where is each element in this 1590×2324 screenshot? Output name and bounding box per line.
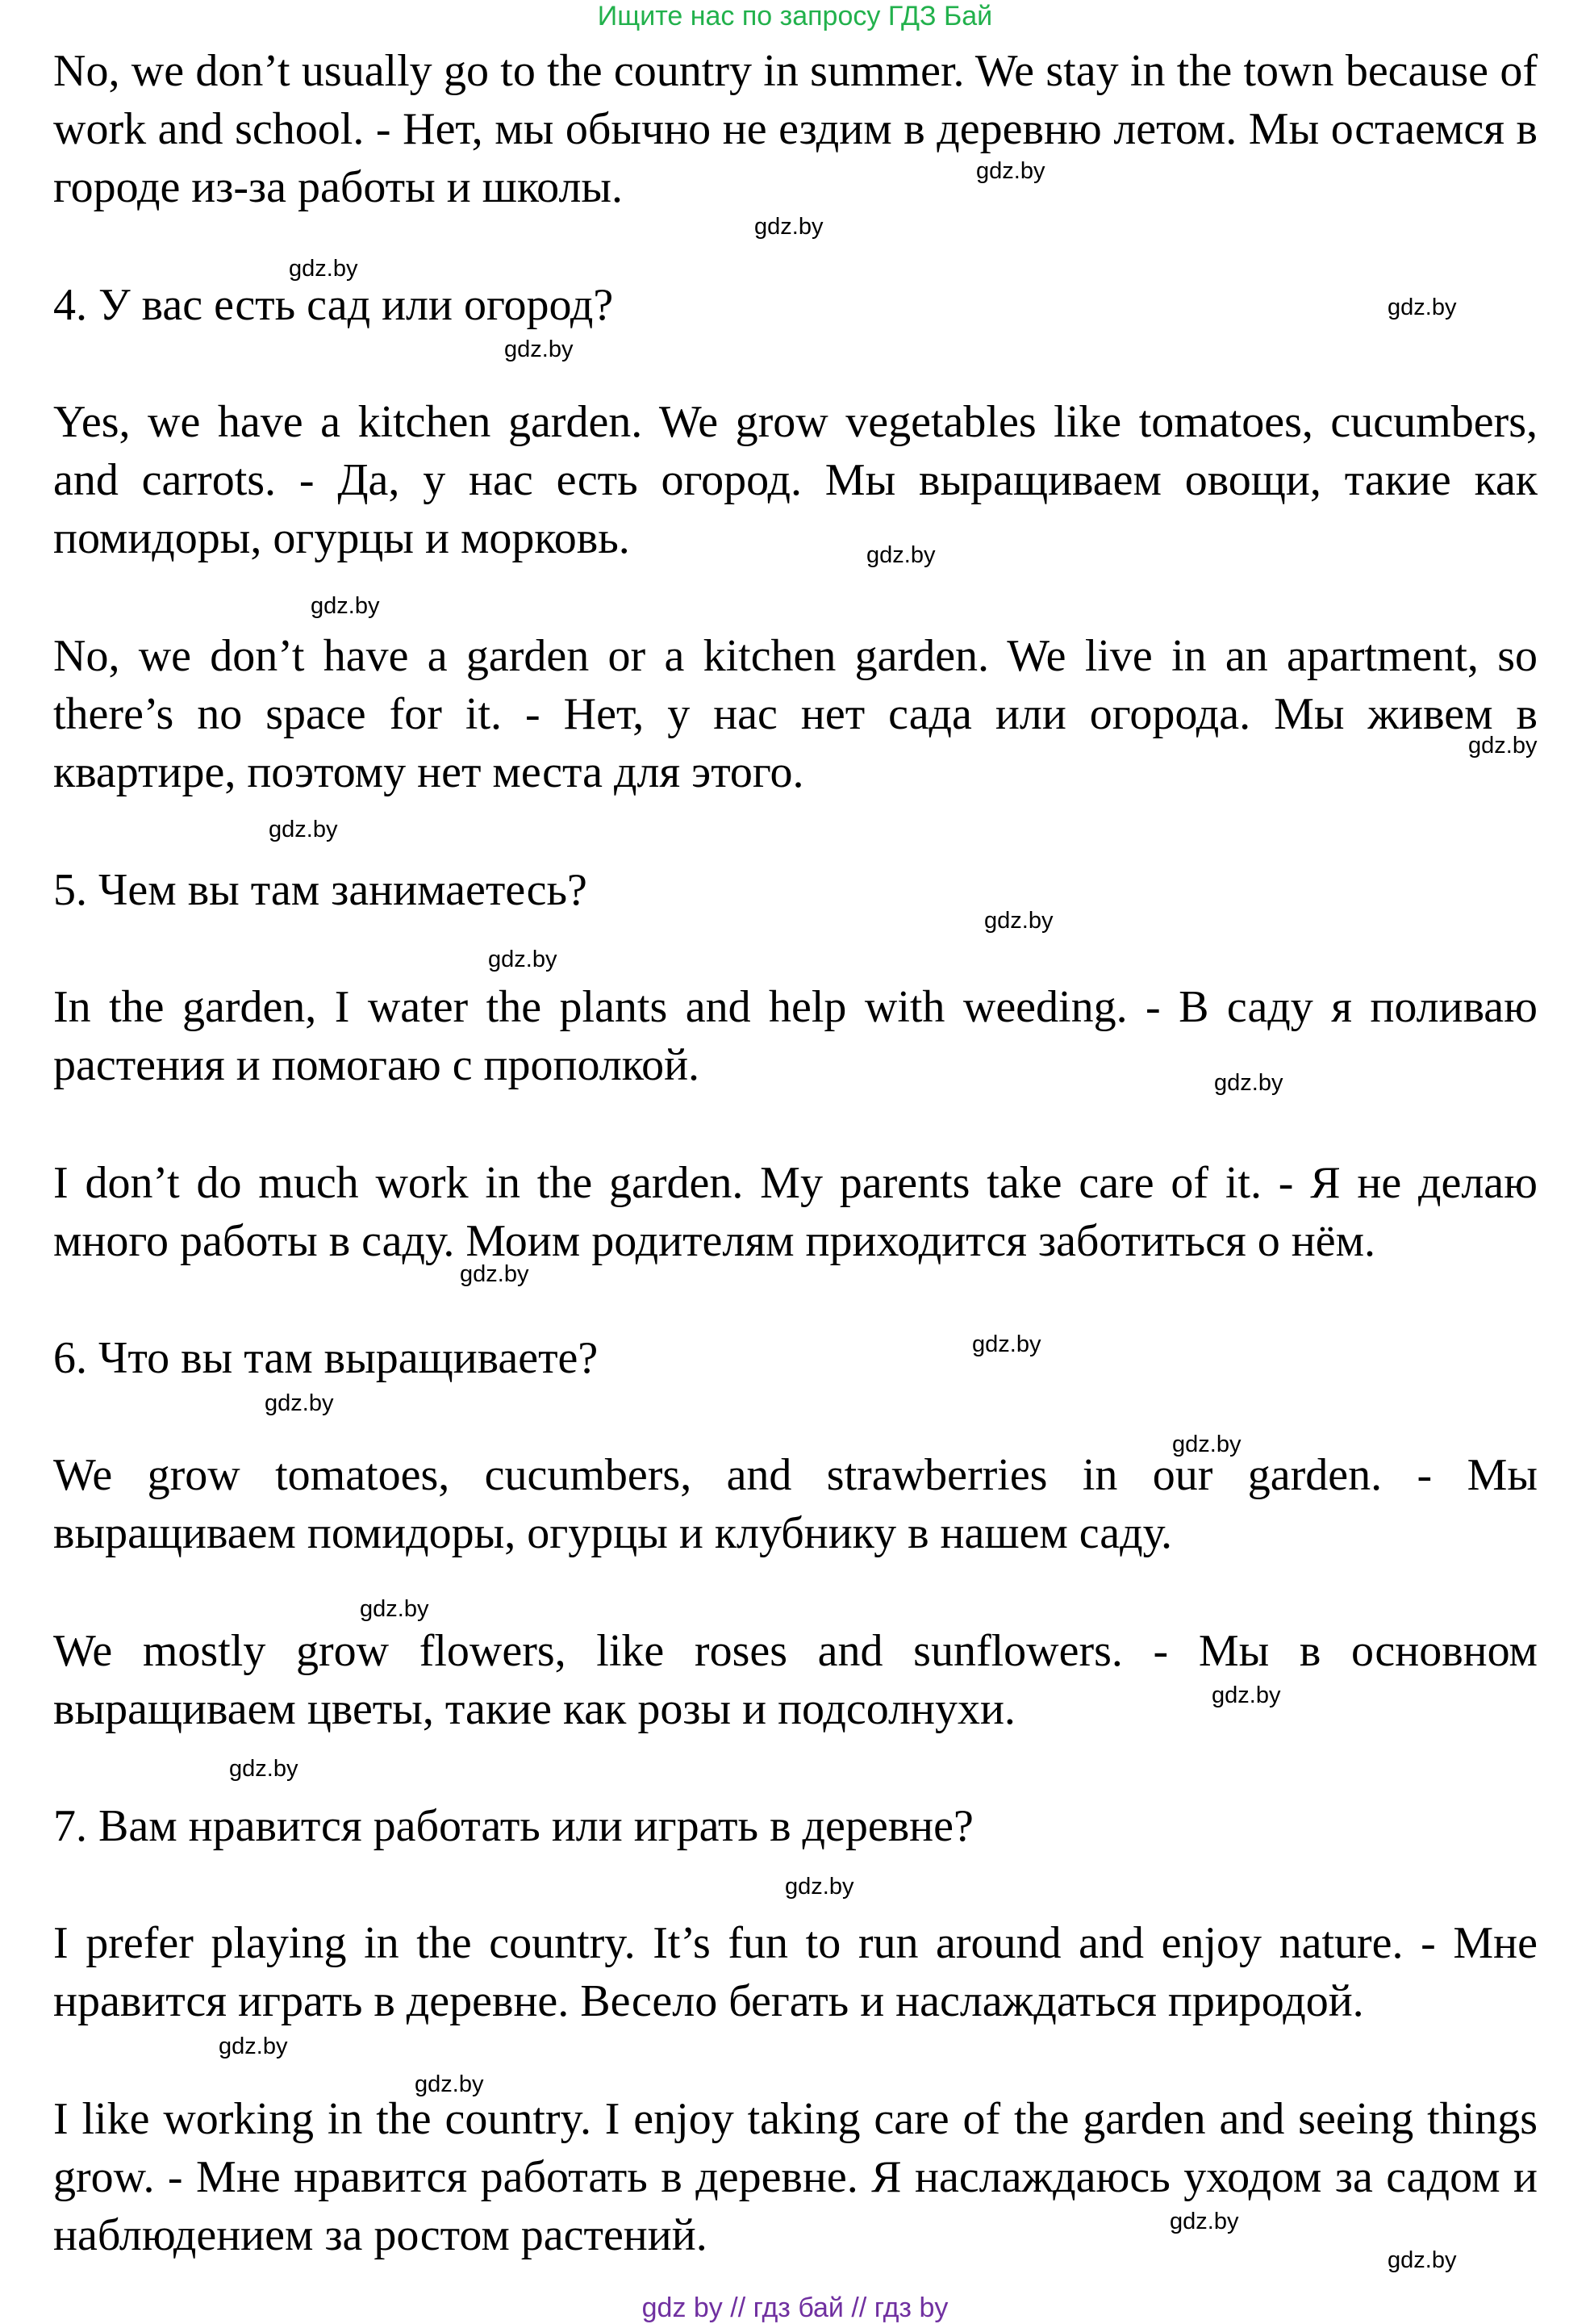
- question-heading: 7. Вам нравится работать или играть в деревне?: [53, 1801, 974, 1851]
- question-heading: 4. У вас есть сад или огород?: [53, 280, 614, 330]
- watermark: gdz.by: [754, 214, 824, 240]
- watermark: gdz.by: [269, 817, 338, 842]
- answer-paragraph: We grow tomatoes, cucumbers, and strawberries in our garden. - Мы выращиваем помидоры, огурцы и клубнику в нашем саду.: [53, 1450, 1538, 1558]
- watermark: gdz.by: [289, 256, 358, 282]
- question-heading: 6. Что вы там выращиваете?: [53, 1333, 599, 1383]
- watermark: gdz.by: [1214, 1070, 1283, 1096]
- watermark: gdz.by: [219, 2034, 288, 2059]
- watermark: gdz.by: [976, 158, 1045, 184]
- watermark: gdz.by: [488, 947, 557, 972]
- answer-paragraph: We mostly grow flowers, like roses and sunflowers. - Мы в основном выращиваем цветы, такие как розы и подсолнухи.: [53, 1626, 1538, 1734]
- answer-paragraph: Yes, we have a kitchen garden. We grow vegetables like tomatoes, cucumbers, and carrots. - Да, у нас есть огород. Мы выращиваем овощи, такие как помидоры, огурцы и морковь.: [53, 397, 1538, 563]
- watermark: gdz.by: [866, 542, 936, 568]
- watermark: gdz.by: [1388, 295, 1457, 320]
- page-footer: gdz by // гдз бай // гдз by: [641, 2293, 949, 2323]
- watermark: gdz.by: [265, 1390, 334, 1416]
- watermark: gdz.by: [1468, 733, 1538, 759]
- watermark: gdz.by: [360, 1596, 429, 1622]
- watermark: gdz.by: [1170, 2209, 1239, 2234]
- answer-paragraph: I like working in the country. I enjoy taking care of the garden and seeing things grow. - Мне нравится работать в деревне. Я наслаждаюсь уходом за садом и наблюдением за ростом растений.: [53, 2094, 1538, 2260]
- answer-paragraph: No, we don’t usually go to the country in summer. We stay in the town because of work and school. - Нет, мы обычно не ездим в деревню летом. Мы остаемся в городе из-за работы и школы.: [53, 46, 1538, 212]
- watermark: gdz.by: [984, 908, 1054, 934]
- watermark: gdz.by: [1172, 1432, 1242, 1457]
- watermark: gdz.by: [785, 1874, 854, 1900]
- answer-paragraph: I prefer playing in the country. It’s fun to run around and enjoy nature. - Мне нравится играть в деревне. Весело бегать и наслаждаться природой.: [53, 1918, 1538, 2026]
- watermark: gdz.by: [460, 1261, 529, 1287]
- watermark: gdz.by: [229, 1756, 298, 1782]
- watermark: gdz.by: [504, 336, 574, 362]
- watermark: gdz.by: [415, 2071, 484, 2097]
- watermark: gdz.by: [1212, 1682, 1281, 1708]
- watermark: gdz.by: [1388, 2247, 1457, 2273]
- question-heading: 5. Чем вы там занимаетесь?: [53, 865, 587, 915]
- answer-paragraph: No, we don’t have a garden or a kitchen garden. We live in an apartment, so there’s no space for it. - Нет, у нас нет сада или огорода. Мы живем в квартире, поэтому нет места для этого.: [53, 631, 1538, 797]
- watermark: gdz.by: [311, 593, 380, 619]
- answer-paragraph: I don’t do much work in the garden. My parents take care of it. - Я не делаю много работы в саду. Моим родителям приходится заботиться о нём.: [53, 1158, 1538, 1266]
- page-header: Ищите нас по запросу ГДЗ Бай: [597, 1, 993, 31]
- watermark: gdz.by: [972, 1331, 1041, 1357]
- answer-paragraph: In the garden, I water the plants and help with weeding. - В саду я поливаю растения и помогаю с прополкой.: [53, 982, 1538, 1090]
